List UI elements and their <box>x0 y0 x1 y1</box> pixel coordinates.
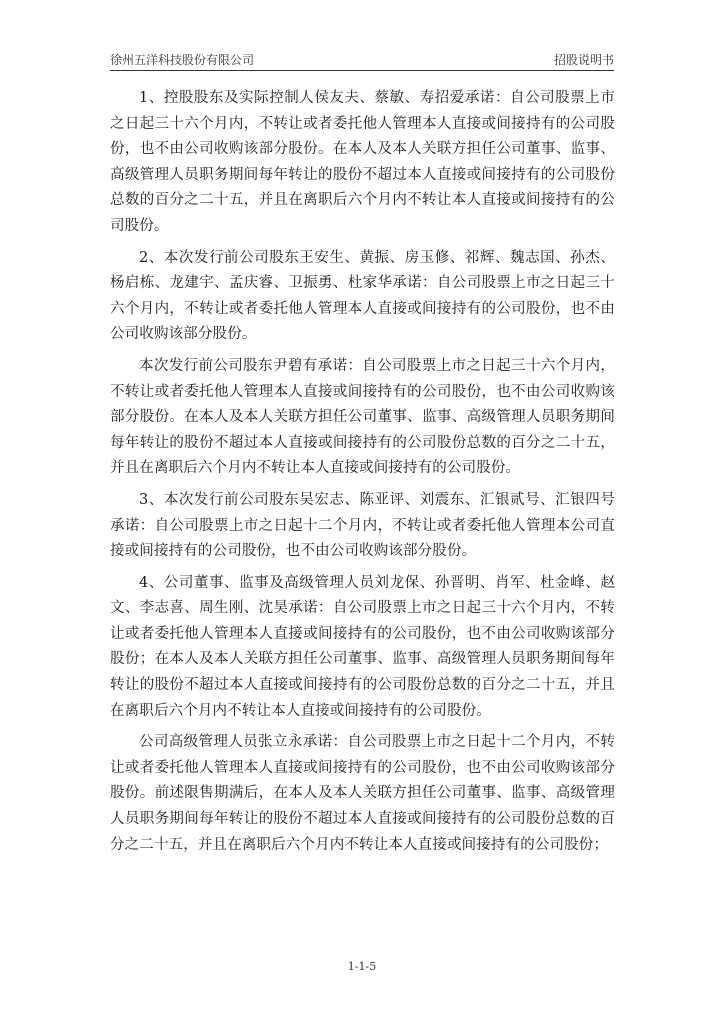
paragraph-6: 公司高级管理人员张立永承诺：自公司股票上市之日起十二个月内，不转让或者委托他人管理本人直接或间接持有的公司股份，也不由公司收购该部分股份。前述限售期满后，在本人及本人关联方担任公司董事、监事、高级管理人员职务期间每年转让的股份不超过本人直接或间接持有的公司股份总数的百分之二十五，并且在离职后六个月内不转让本人直接或间接持有的公司股份； <box>110 734 615 853</box>
page-header <box>110 48 614 68</box>
paragraph-3: 本次发行前公司股东尹碧有承诺：自公司股票上市之日起三十六个月内，不转让或者委托他人管理本人直接或间接持有的公司股份，也不由公司收购该部分股份。在本人及本人关联方担任公司董事、监事、高级管理人员职务期间每年转让的股份不超过本人直接或间接持有的公司股份总数的百分之二十五，并且在离职后六个月内不转让本人直接或间接持有的公司股份。 <box>110 357 615 477</box>
header-company-name: 徐州五洋科技股份有限公司 <box>110 53 255 67</box>
paragraph-1: 1、控股股东及实际控制人侯友夫、蔡敏、寿招爱承诺：自公司股票上市之日起三十六个月内，不转让或者委托他人管理本人直接或间接持有的公司股份，也不由公司收购该部分股份。在本人及本人关联方担任公司董事、监事、高级管理人员职务期间每年转让的股份不超过本人直接或间接持有的公司股份总数的百分之二十五，并且在离职后六个月内不转让本人直接或间接持有的公司股份。 <box>110 90 615 234</box>
paragraph-5: 4、公司董事、监事及高级管理人员刘龙保、孙晋明、肖军、杜金峰、赵文、李志喜、周生刚、沈昊承诺：自公司股票上市之日起三十六个月内，不转让或者委托他人管理本人直接或间接持有的公司股份，也不由公司收购该部分股份；在本人及本人关联方担任公司董事、监事、高级管理人员职务期间每年转让的股份不超过本人直接或间接持有的公司股份总数的百分之二十五，并且在离职后六个月内不转让本人直接或间接持有的公司股份。 <box>110 574 615 719</box>
paragraph-4: 3、本次发行前公司股东吴宏志、陈亚评、刘震东、汇银贰号、汇银四号承诺：自公司股票上市之日起十二个月内，不转让或者委托他人管理本公司直接或间接持有的公司股份，也不由公司收购该部分股份。 <box>110 491 615 560</box>
document-body <box>110 86 615 864</box>
header-rule <box>110 70 614 71</box>
header-document-type: 招股说明书 <box>553 53 614 67</box>
paragraph-2: 2、本次发行前公司股东王安生、黄振、房玉修、祁辉、魏志国、孙杰、杨启栋、龙建宇、孟庆睿、卫振勇、杜家华承诺：自公司股票上市之日起三十六个月内，不转让或者委托他人管理本人直接或间接持有的公司股份，也不由公司收购该部分股份。 <box>110 249 615 343</box>
page-number: 1-1-5 <box>347 960 377 973</box>
